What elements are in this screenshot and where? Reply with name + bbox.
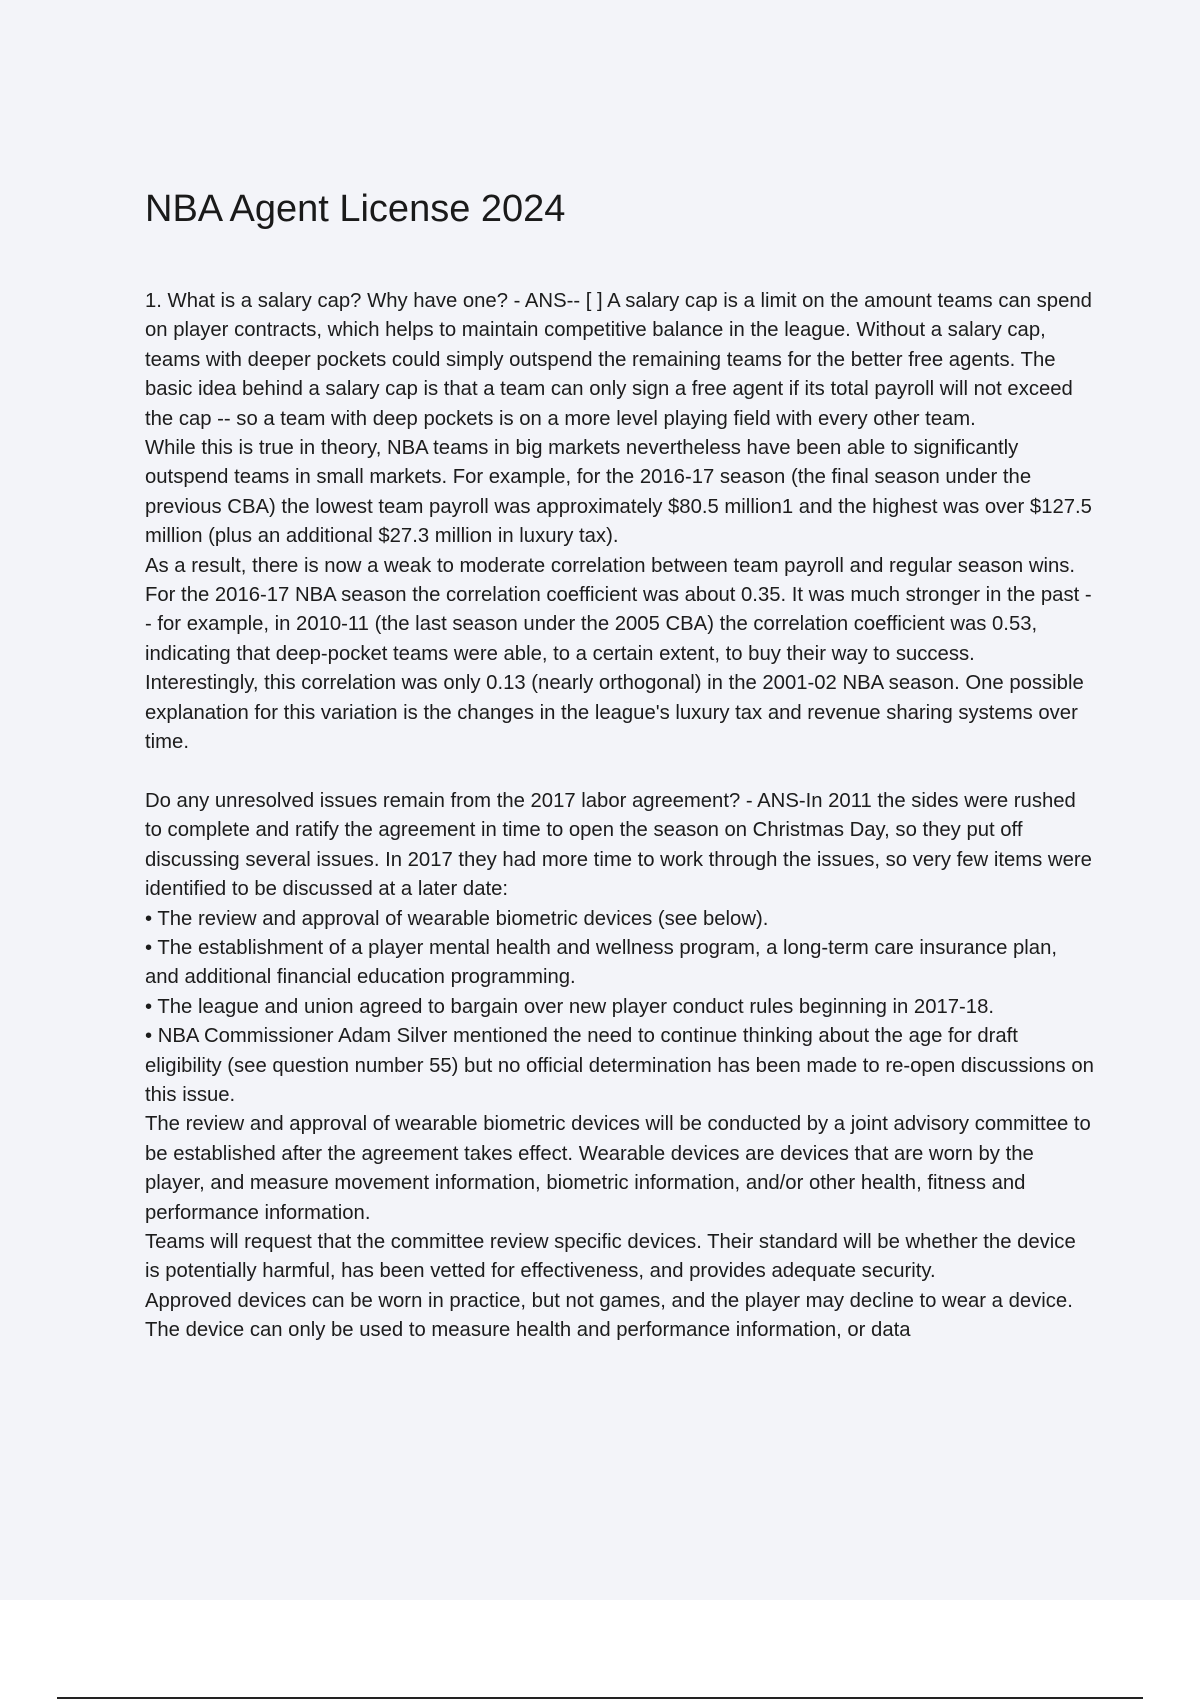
bullet-mental-health: • The establishment of a player mental health and wellness program, a long-term care insurance plan, and additional financial education programming. <box>145 936 1057 989</box>
paragraph-unresolved-issues-question: Do any unresolved issues remain from the 2017 labor agreement? - ANS-In 2011 the sides were rushed to complete and ratify the agreement in time to open the season on Christmas Day, so they put off discussing several issues. In 2017 they had more time to work through the issues, so very few items were identified to be discussed at a later date: <box>145 789 1092 901</box>
paragraph-advisory-committee: The review and approval of wearable biometric devices will be conducted by a joint advisory committee to be established after the agreement takes effect. Wearable devices are devices that are worn by the player, and measure movement information, biometric information, and/or other health, fitness and performance information. <box>145 1113 1091 1224</box>
paragraph-approved-devices: Approved devices can be worn in practice, but not games, and the player may decline to wear a device. The device can only be used to measure health and performance information, or data <box>145 1289 1073 1342</box>
bullet-conduct-rules: • The league and union agreed to bargain over new player conduct rules beginning in 2017-18. <box>145 995 994 1018</box>
document-body <box>145 287 1095 1346</box>
paragraph-orthogonal: Interestingly, this correlation was only 0.13 (nearly orthogonal) in the 2001-02 NBA season. One possible explanation for this variation is the changes in the league's luxury tax and revenue sharing systems over time. <box>145 672 1084 754</box>
bullet-wearable-devices: • The review and approval of wearable biometric devices (see below). <box>145 907 769 930</box>
footer-divider <box>57 1697 1143 1699</box>
bullet-draft-eligibility: • NBA Commissioner Adam Silver mentioned the need to continue thinking about the age for draft eligibility (see question number 55) but no official determination has been made to re-open discussions on this issue. <box>145 1025 1094 1106</box>
paragraph-committee-review: Teams will request that the committee review specific devices. Their standard will be whether the device is potentially harmful, has been vetted for effectiveness, and provides adequate security. <box>145 1230 1076 1283</box>
document-content <box>145 183 1095 1346</box>
paragraph-big-markets: While this is true in theory, NBA teams in big markets nevertheless have been able to significantly outspend teams in small markets. For example, for the 2016-17 season (the final season under the previous CBA) the lowest team payroll was approximately $80.5 million1 and the highest was over $127.5 million (plus an additional $27.3 million in luxury tax). <box>145 437 1092 548</box>
paragraph-correlation: As a result, there is now a weak to moderate correlation between team payroll and regular season wins. For the 2016-17 NBA season the correlation coefficient was about 0.35. It was much stronger in the past -- for example, in 2010-11 (the last season under the 2005 CBA) the correlation coefficient was 0.53, indicating that deep-pocket teams were able, to a certain extent, to buy their way to success. <box>145 554 1092 665</box>
document-title: NBA Agent License 2024 <box>145 188 566 230</box>
paragraph-salary-cap-question: 1. What is a salary cap? Why have one? - ANS-- [ ] A salary cap is a limit on the amount teams can spend on player contracts, which helps to maintain competitive balance in the league. Without a salary cap, teams with deeper pockets could simply outspend the remaining teams for the better free agents. The basic idea behind a salary cap is that a team can only sign a free agent if its total payroll will not exceed the cap -- so a team with deep pockets is on a more level playing field with every other team. <box>145 290 1092 430</box>
